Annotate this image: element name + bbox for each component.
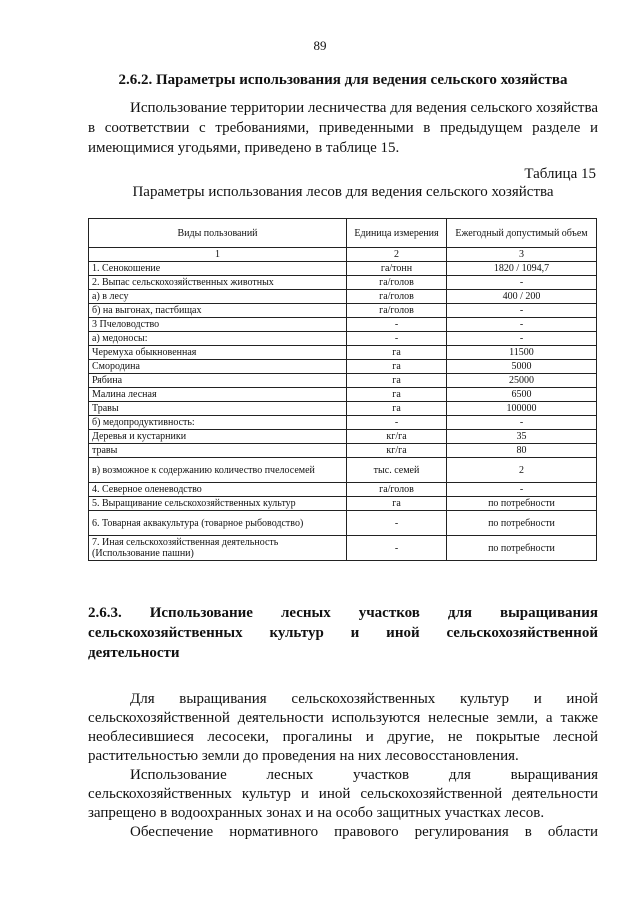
table-row xyxy=(89,360,597,374)
cell-unit: - xyxy=(347,536,447,561)
heading-word: культур xyxy=(269,625,324,641)
cell-unit: га xyxy=(347,497,447,511)
cell-unit: га/тонн xyxy=(347,262,447,276)
table-row xyxy=(89,346,597,360)
table-body xyxy=(89,262,597,561)
table-header-row xyxy=(89,219,597,248)
cell-volume: по потребности xyxy=(447,497,597,511)
cell-volume: 2 xyxy=(447,458,597,483)
cell-volume: - xyxy=(447,276,597,290)
section-heading-2-6-2: 2.6.2. Параметры использования для ведения сельского хозяйства xyxy=(118,72,568,88)
cell-usage-type: травы xyxy=(89,444,347,458)
table-row xyxy=(89,458,597,483)
cell-usage-type: 1. Сенокошение xyxy=(89,262,347,276)
table-row xyxy=(89,374,597,388)
cell-unit: га xyxy=(347,346,447,360)
heading-line-3: деятельности xyxy=(88,645,180,661)
section-2-6-3-paragraph: Для выращивания сельскохозяйственных культур и иной сельскохозяйственной деятельности используются нелесные земли, а также необлесившиеся лесосеки, прогалины и другие, не покрытые лесной растительностью земли до проведения на них лесовосстановления. xyxy=(88,691,598,764)
cell-unit: га/голов xyxy=(347,304,447,318)
cell-volume: 400 / 200 xyxy=(447,290,597,304)
table-row xyxy=(89,511,597,536)
heading-word: участков xyxy=(358,605,420,621)
cell-usage-type: Малина лесная xyxy=(89,388,347,402)
cell-volume: 35 xyxy=(447,430,597,444)
heading-word: сельскохозяйственной xyxy=(446,625,598,641)
cell-usage-type: 2. Выпас сельскохозяйственных животных xyxy=(89,276,347,290)
cell-volume: 1820 / 1094,7 xyxy=(447,262,597,276)
header-usage-type: Виды пользований xyxy=(89,219,347,248)
table-row xyxy=(89,483,597,497)
cell-unit: га xyxy=(347,402,447,416)
heading-word: 2.6.3. xyxy=(88,605,122,621)
cell-usage-type: 5. Выращивание сельскохозяйственных культур xyxy=(89,497,347,511)
table-row xyxy=(89,332,597,346)
table-row xyxy=(89,276,597,290)
cell-volume: - xyxy=(447,416,597,430)
heading-word: выращивания xyxy=(499,605,598,621)
table-row xyxy=(89,318,597,332)
cell-volume: - xyxy=(447,483,597,497)
cell-volume: 100000 xyxy=(447,402,597,416)
cell-usage-type: Травы xyxy=(89,402,347,416)
section-heading-2-6-3 xyxy=(88,603,598,663)
cell-volume: 25000 xyxy=(447,374,597,388)
table-row xyxy=(89,304,597,318)
cell-usage-type: а) в лесу xyxy=(89,290,347,304)
cell-usage-type: Рябина xyxy=(89,374,347,388)
heading-line-2 xyxy=(88,623,598,643)
table-row xyxy=(89,290,597,304)
cell-usage-type: Смородина xyxy=(89,360,347,374)
heading-word: сельскохозяйственных xyxy=(88,625,243,641)
section-2-6-3-paragraph: Обеспечение нормативного правового регулирования в области xyxy=(130,824,598,840)
cell-unit: га xyxy=(347,360,447,374)
table-row xyxy=(89,262,597,276)
cell-usage-type: 7. Иная сельскохозяйственная деятельность (Использование пашни) xyxy=(89,536,347,561)
cell-usage-type: Деревья и кустарники xyxy=(89,430,347,444)
cell-unit: - xyxy=(347,511,447,536)
column-number: 3 xyxy=(447,248,597,262)
cell-usage-type: 6. Товарная аквакультура (товарное рыбоводство) xyxy=(89,511,347,536)
cell-unit: - xyxy=(347,416,447,430)
usage-parameters-table xyxy=(88,218,597,561)
table-row xyxy=(89,497,597,511)
table-caption: Параметры использования лесов для ведения сельского хозяйства xyxy=(132,184,554,200)
table-row xyxy=(89,388,597,402)
cell-volume: 6500 xyxy=(447,388,597,402)
section-2-6-2-paragraph: Использование территории лесничества для ведения сельского хозяйства в соответствии с требованиями, приведенными в предыдущем разделе и имеющимися угодьями, приведено в таблице 15. xyxy=(88,100,598,156)
cell-unit: га xyxy=(347,388,447,402)
cell-usage-type: б) на выгонах, пастбищах xyxy=(89,304,347,318)
cell-unit: га xyxy=(347,374,447,388)
header-annual-volume: Ежегодный допустимый объем xyxy=(447,219,597,248)
cell-unit: га/голов xyxy=(347,276,447,290)
table-row xyxy=(89,430,597,444)
cell-volume: - xyxy=(447,318,597,332)
cell-unit: тыс. семей xyxy=(347,458,447,483)
heading-word: иной xyxy=(386,625,420,641)
cell-unit: - xyxy=(347,332,447,346)
cell-volume: - xyxy=(447,304,597,318)
table-number-label: Таблица 15 xyxy=(524,166,596,182)
table-row xyxy=(89,402,597,416)
cell-usage-type: Черемуха обыкновенная xyxy=(89,346,347,360)
column-number: 1 xyxy=(89,248,347,262)
cell-usage-type: 4. Северное оленеводство xyxy=(89,483,347,497)
cell-volume: 11500 xyxy=(447,346,597,360)
cell-usage-type: а) медоносы: xyxy=(89,332,347,346)
heading-word: для xyxy=(447,605,472,621)
cell-unit: кг/га xyxy=(347,444,447,458)
heading-word: и xyxy=(350,625,360,641)
column-number: 2 xyxy=(347,248,447,262)
cell-usage-type: б) медопродуктивность: xyxy=(89,416,347,430)
page-number: 89 xyxy=(313,38,327,53)
table-column-numbers-row xyxy=(89,248,597,262)
heading-word: Использование xyxy=(149,605,253,621)
cell-volume: - xyxy=(447,332,597,346)
cell-usage-type: 3 Пчеловодство xyxy=(89,318,347,332)
cell-unit: га/голов xyxy=(347,290,447,304)
cell-unit: га/голов xyxy=(347,483,447,497)
header-unit: Единица измерения xyxy=(347,219,447,248)
heading-line-1 xyxy=(88,603,598,623)
table-row xyxy=(89,416,597,430)
heading-word: лесных xyxy=(280,605,331,621)
cell-volume: по потребности xyxy=(447,511,597,536)
cell-volume: по потребности xyxy=(447,536,597,561)
table-row xyxy=(89,444,597,458)
section-2-6-3-paragraph: Использование лесных участков для выращивания сельскохозяйственных культур и иной сельскохозяйственной деятельности запрещено в водоохранных зонах и на особо защитных участках лесов. xyxy=(88,767,598,821)
cell-volume: 5000 xyxy=(447,360,597,374)
cell-unit: кг/га xyxy=(347,430,447,444)
cell-volume: 80 xyxy=(447,444,597,458)
cell-unit: - xyxy=(347,318,447,332)
table-row xyxy=(89,536,597,561)
section-2-6-3-body xyxy=(88,690,598,842)
cell-usage-type: в) возможное к содержанию количество пчелосемей xyxy=(89,458,347,483)
